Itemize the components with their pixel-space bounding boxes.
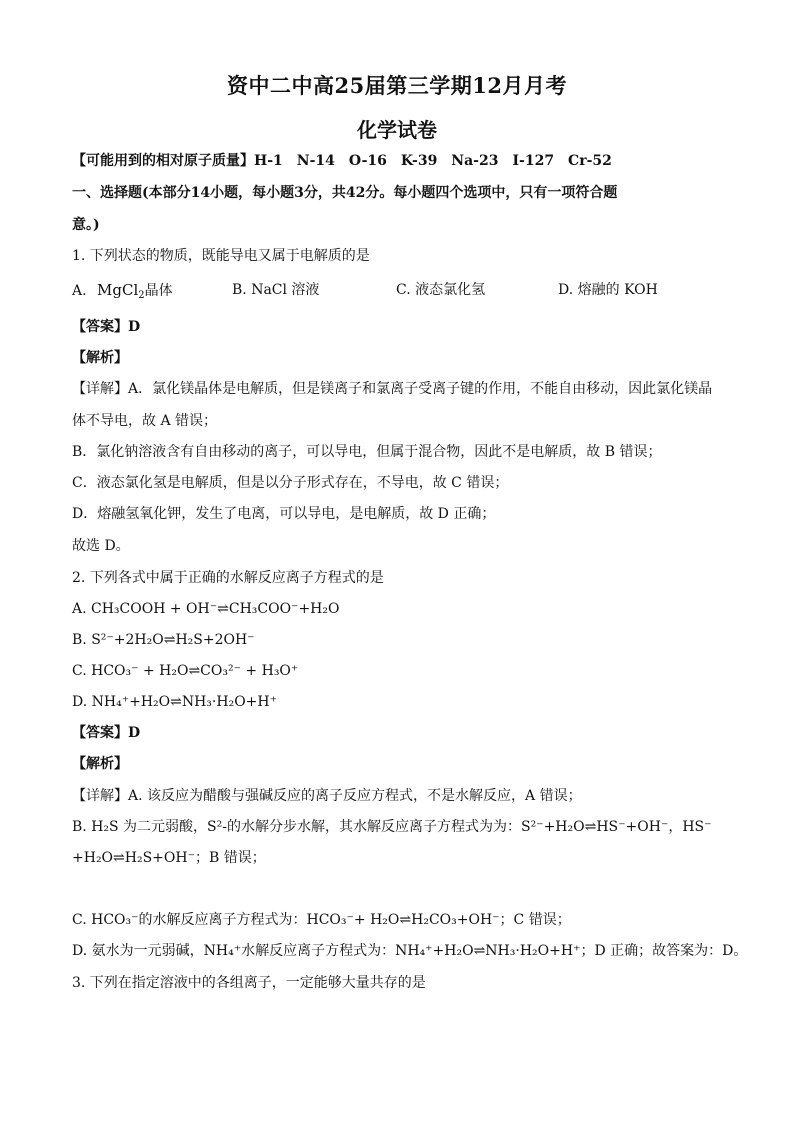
q1-option-b: B. NaCl 溶液 xyxy=(232,282,320,298)
q1-option-a-formula: MgCl$_2$ xyxy=(97,281,145,301)
q2-option-d: D. NH₄⁺+H₂O⇌NH₃·H₂O+H⁺ xyxy=(72,694,277,710)
q2-detail-2: B. H₂S 为二元弱酸，S²-的水解分步水解，其水解反应离子方程式为为：S²⁻+H₂O⇌HS⁻+OH⁻，HS⁻ xyxy=(72,819,712,835)
q2-option-a: A. CH₃COOH + OH⁻⇌CH₃COO⁻+H₂O xyxy=(72,601,340,617)
q2-detail-3: +H₂O⇌H₂S+OH⁻；B 错误； xyxy=(72,850,266,866)
q2-detail-5: D. 氨水为一元弱碱，NH₄⁺水解反应离子方程式为：NH₄⁺+H₂O⇌NH₃·H₂O+H⁺；D 正确；故答案为：D。 xyxy=(72,943,748,959)
q1-detail-2: 体不导电，故 A 错误； xyxy=(72,413,218,429)
section-heading-line2: 意。) xyxy=(72,217,100,233)
section-heading-line1: 一、选择题(本部分14小题，每小题3分，共42分。每小题四个选项中，只有一项符合题 xyxy=(72,185,618,201)
q2-option-c: C. HCO₃⁻ + H₂O⇌CO₃²⁻ + H₃O⁺ xyxy=(72,663,299,679)
q2-detail-1: 【详解】A. 该反应为醋酸与强碱反应的离子反应方程式，不是水解反应，A 错误； xyxy=(72,788,582,804)
q1-option-d: D. 熔融的 KOH xyxy=(558,282,658,298)
q1-detail-3: B．氯化钠溶液含有自由移动的离子，可以导电，但属于混合物，因此不是电解质，故 B 错误； xyxy=(72,444,662,460)
q2-detail-4: C. HCO₃⁻的水解反应离子方程式为：HCO₃⁻+ H₂O⇌H₂CO₃+OH⁻；C 错误； xyxy=(72,912,571,928)
q1-stem: 1. 下列状态的物质，既能导电又属于电解质的是 xyxy=(72,248,370,264)
q1-detail-1: 【详解】A．氯化镁晶体是电解质，但是镁离子和氯离子受离子键的作用，不能自由移动，因此氯化镁晶 xyxy=(72,381,713,397)
q1-option-c: C. 液态氯化氢 xyxy=(396,282,486,298)
q1-analysis-label: 【解析】 xyxy=(72,350,128,366)
q2-answer: 【答案】D xyxy=(72,725,141,741)
q3-stem: 3. 下列在指定溶液中的各组离子，一定能够大量共存的是 xyxy=(72,975,426,991)
q2-stem: 2. 下列各式中属于正确的水解反应离子方程式的是 xyxy=(72,570,384,586)
exam-title: 资中二中高25届第三学期12月月考 xyxy=(227,73,567,98)
exam-subtitle: 化学试卷 xyxy=(357,118,437,142)
q1-detail-4: C．液态氯化氢是电解质，但是以分子形式存在，不导电，故 C 错误； xyxy=(72,475,509,491)
q2-analysis-label: 【解析】 xyxy=(72,756,128,772)
q1-option-a xyxy=(72,281,173,300)
q1-option-a-text: 晶体 xyxy=(144,283,173,299)
atomic-mass-line: 【可能用到的相对原子质量】H-1 N-14 O-16 K-39 Na-23 I-127 Cr-52 xyxy=(72,153,612,169)
q1-detail-6: 故选 D。 xyxy=(72,538,130,554)
q1-option-a-letter: A. xyxy=(72,283,87,299)
q2-option-b: B. S²⁻+2H₂O⇌H₂S+2OH⁻ xyxy=(72,632,255,648)
q1-detail-5: D．熔融氢氧化钾，发生了电离，可以导电，是电解质，故 D 正确； xyxy=(72,506,496,522)
q1-answer: 【答案】D xyxy=(72,319,141,335)
